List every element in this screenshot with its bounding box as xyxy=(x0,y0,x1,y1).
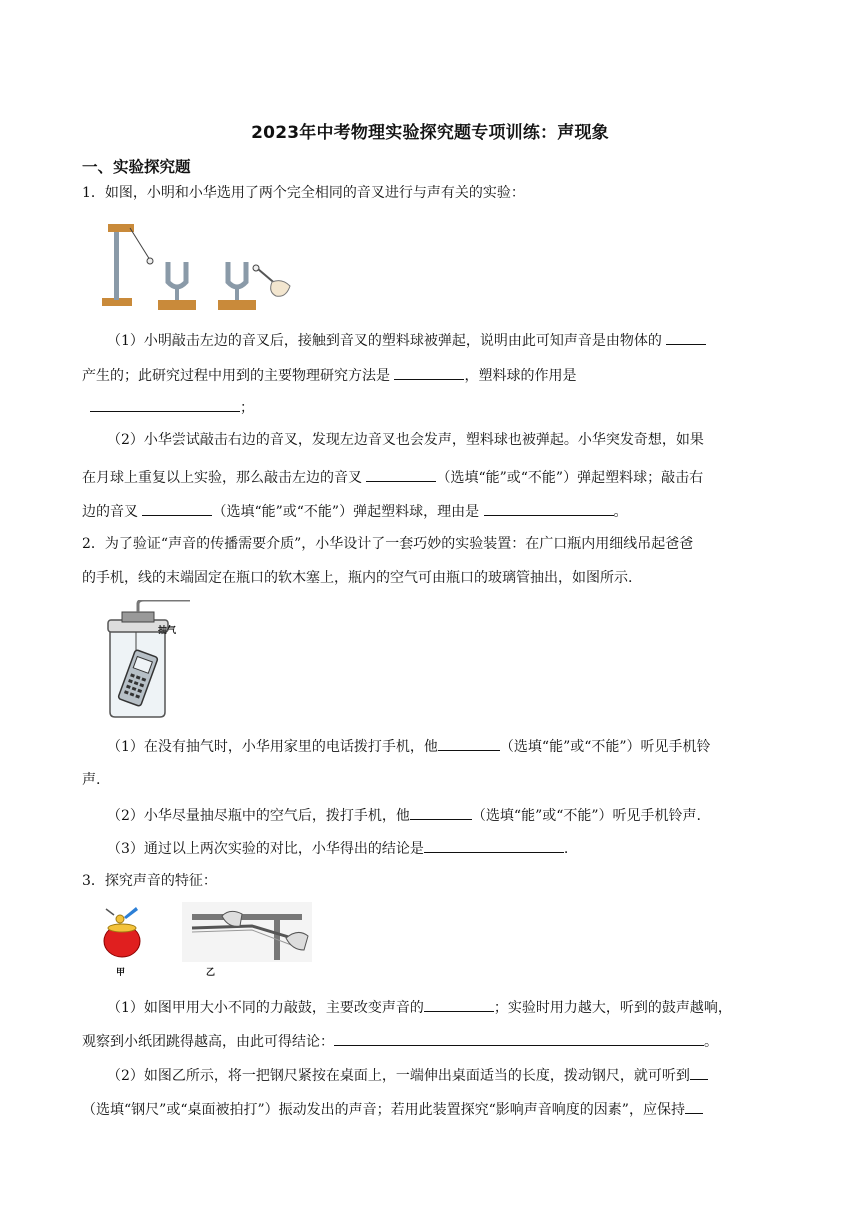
section-heading: 一、实验探究题 xyxy=(82,158,191,176)
q3-part1-line2: 观察到小纸团跳得越高，由此可得结论： 。 xyxy=(82,1030,718,1052)
q2-stem-line2: 的手机，线的末端固定在瓶口的软木塞上，瓶内的空气可由瓶口的玻璃管抽出，如图所示. xyxy=(82,570,633,586)
q1-blank-1[interactable] xyxy=(666,329,706,345)
q2-blank-2[interactable] xyxy=(410,804,472,820)
pump-label: 抽气 xyxy=(158,626,177,636)
q2-part1-line2: 声. xyxy=(82,772,101,788)
q1-blank-3[interactable] xyxy=(90,396,240,412)
q2-part3-line1: （3）通过以上两次实验的对比，小华得出的结论是 . xyxy=(107,837,568,859)
q3-part2-line1: （2）如图乙所示，将一把钢尺紧按在桌面上，一端伸出桌面适当的长度，拨动钢尺，就可听到 xyxy=(107,1064,708,1086)
tuning-fork-figure xyxy=(100,220,300,315)
q1-part1-line1: （1）小明敲击左边的音叉后，接触到音叉的塑料球被弹起，说明由此可知声音是由物体的 xyxy=(107,329,706,351)
q3-blank-1[interactable] xyxy=(424,996,494,1012)
q2-blank-3[interactable] xyxy=(424,837,564,853)
q1-blank-5[interactable] xyxy=(142,500,212,516)
drum-figure xyxy=(100,905,146,967)
q2-blank-1[interactable] xyxy=(438,735,500,751)
q1-part1-line2: 产生的；此研究过程中用到的主要物理研究方法是 ，塑料球的作用是 xyxy=(82,364,576,386)
q1-blank-6[interactable] xyxy=(484,500,614,516)
q1-part2-line3: 边的音叉 （选填“能”或“不能”）弹起塑料球，理由是 。 xyxy=(82,500,628,522)
q1-part2-line2: 在月球上重复以上实验，那么敲击左边的音叉 （选填“能”或“不能”）弹起塑料球；敲击右 xyxy=(82,466,703,488)
q1-blank-2[interactable] xyxy=(394,364,464,380)
q2-part2-line1: （2）小华尽量抽尽瓶中的空气后，拨打手机，他 （选填“能”或“不能”）听见手机铃声. xyxy=(107,804,701,826)
ruler-table-figure xyxy=(182,902,312,962)
q3-stem: 3．探究声音的特征： xyxy=(82,873,217,889)
q3-blank-3[interactable] xyxy=(690,1064,708,1080)
q3-part2-line2: （选填“钢尺”或“桌面被拍打”）振动发出的声音；若用此装置探究“影响声音响度的因素”，应保持 xyxy=(82,1098,703,1120)
q3-part1-line1: （1）如图甲用大小不同的力敲鼓，主要改变声音的 ；实验时用力越大，听到的鼓声越响， xyxy=(107,996,732,1018)
figure-b-label: 乙 xyxy=(206,968,216,978)
q1-stem: 1．如图，小明和小华选用了两个完全相同的音叉进行与声有关的实验： xyxy=(82,185,525,201)
q3-blank-2[interactable] xyxy=(334,1030,704,1046)
q1-blank-4[interactable] xyxy=(366,466,436,482)
document-title: 2023年中考物理实验探究题专项训练：声现象 xyxy=(251,123,609,143)
q3-blank-4[interactable] xyxy=(685,1098,703,1114)
q1-part2-line1: （2）小华尝试敲击右边的音叉，发现左边音叉也会发声，塑料球也被弹起。小华突发奇想，如果 xyxy=(107,432,704,448)
q1-part1-line3: ； xyxy=(90,396,254,418)
q2-part1-line1: （1）在没有抽气时，小华用家里的电话拨打手机，他 （选填“能”或“不能”）听见手机铃 xyxy=(107,735,711,757)
figure-a-label: 甲 xyxy=(116,968,126,978)
q2-stem-line1: 2．为了验证“声音的传播需要介质”，小华设计了一套巧妙的实验装置：在广口瓶内用细线吊起爸爸 xyxy=(82,536,694,552)
bell-jar-figure xyxy=(100,600,190,720)
